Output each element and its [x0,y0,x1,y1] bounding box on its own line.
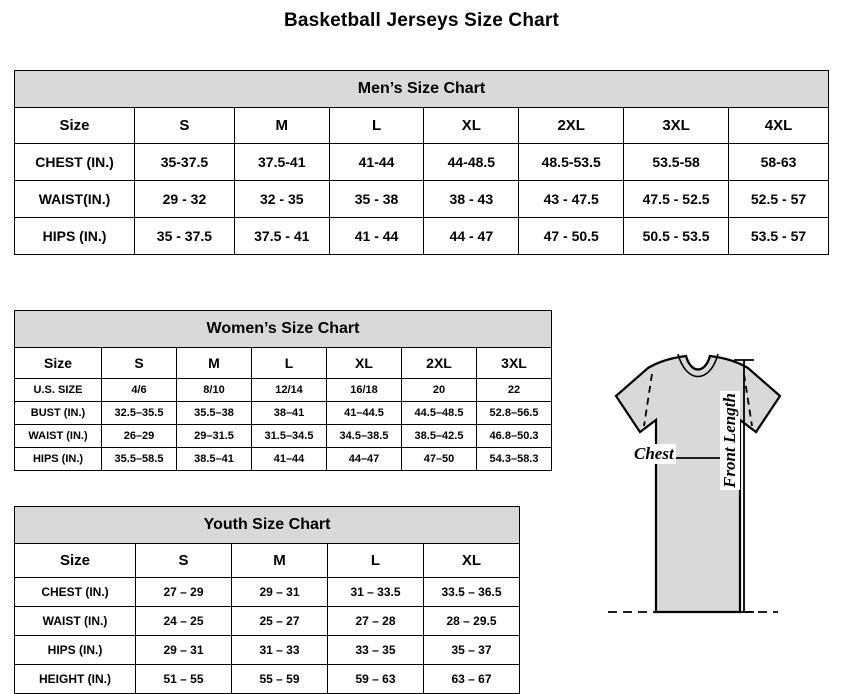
womens-cell: 44–47 [327,448,402,471]
womens-cell: 32.5–35.5 [102,402,177,425]
mens-cell: 53.5 - 57 [729,218,829,255]
womens-chart-caption: Women’s Size Chart [15,311,552,348]
table-row [15,636,520,665]
mens-header-cell: XL [424,108,519,144]
jersey-illustration [548,340,838,680]
womens-cell: 44.5–48.5 [402,402,477,425]
womens-row-label: HIPS (IN.) [15,448,102,471]
womens-cell: 41–44 [252,448,327,471]
table-row [15,448,552,471]
youth-cell: 51 – 55 [136,665,232,694]
womens-cell: 31.5–34.5 [252,425,327,448]
jersey-outline [616,356,780,612]
mens-cell: 50.5 - 53.5 [624,218,729,255]
mens-cell: 53.5-58 [624,144,729,181]
page-title: Basketball Jerseys Size Chart [283,10,560,31]
youth-header-cell: L [328,544,424,578]
table-row [15,607,520,636]
mens-cell: 32 - 35 [234,181,329,218]
mens-header-cell: 2XL [519,108,624,144]
youth-cell: 31 – 33.5 [328,578,424,607]
front-length-measure-label: Front Length [720,393,739,488]
youth-cell: 29 – 31 [232,578,328,607]
womens-cell: 16/18 [327,379,402,402]
mens-row-label: WAIST(IN.) [15,181,135,218]
youth-header-cell: XL [424,544,520,578]
table-row [15,425,552,448]
womens-header-cell: S [102,348,177,379]
womens-cell: 47–50 [402,448,477,471]
chest-measure-label: Chest [634,444,674,463]
mens-header-cell: S [135,108,235,144]
mens-cell: 47 - 50.5 [519,218,624,255]
youth-cell: 27 – 28 [328,607,424,636]
womens-cell: 26–29 [102,425,177,448]
youth-cell: 33.5 – 36.5 [424,578,520,607]
youth-header-row [15,544,520,578]
womens-header-cell: M [177,348,252,379]
womens-cell: 34.5–38.5 [327,425,402,448]
womens-cell: 20 [402,379,477,402]
table-row [15,578,520,607]
mens-header-row [15,108,829,144]
womens-cell: 41–44.5 [327,402,402,425]
table-row [15,218,829,255]
youth-header-cell: M [232,544,328,578]
mens-cell: 35 - 37.5 [135,218,235,255]
youth-cell: 63 – 67 [424,665,520,694]
mens-header-cell: 3XL [624,108,729,144]
table-row [15,379,552,402]
mens-row-label: HIPS (IN.) [15,218,135,255]
womens-cell: 12/14 [252,379,327,402]
womens-size-chart-table [14,310,552,471]
youth-cell: 28 – 29.5 [424,607,520,636]
mens-cell: 29 - 32 [135,181,235,218]
mens-cell: 44-48.5 [424,144,519,181]
youth-chart-caption: Youth Size Chart [15,507,520,544]
womens-cell: 29–31.5 [177,425,252,448]
youth-cell: 25 – 27 [232,607,328,636]
youth-cell: 29 – 31 [136,636,232,665]
mens-cell: 41 - 44 [329,218,424,255]
youth-header-cell: S [136,544,232,578]
youth-cell: 35 – 37 [424,636,520,665]
mens-cell: 47.5 - 52.5 [624,181,729,218]
womens-cell: 4/6 [102,379,177,402]
womens-header-cell: 2XL [402,348,477,379]
youth-row-label: CHEST (IN.) [15,578,136,607]
womens-cell: 22 [477,379,552,402]
womens-cell: 38–41 [252,402,327,425]
mens-cell: 37.5 - 41 [234,218,329,255]
womens-cell: 38.5–41 [177,448,252,471]
table-row [15,402,552,425]
youth-header-cell: Size [15,544,136,578]
womens-row-label: BUST (IN.) [15,402,102,425]
mens-cell: 35 - 38 [329,181,424,218]
womens-cell: 8/10 [177,379,252,402]
mens-cell: 41-44 [329,144,424,181]
womens-cell: 46.8–50.3 [477,425,552,448]
mens-header-cell: M [234,108,329,144]
table-row [15,144,829,181]
youth-cell: 27 – 29 [136,578,232,607]
womens-header-cell: Size [15,348,102,379]
youth-cell: 33 – 35 [328,636,424,665]
youth-size-chart-table [14,506,520,694]
youth-row-label: WAIST (IN.) [15,607,136,636]
youth-cell: 24 – 25 [136,607,232,636]
womens-cell: 52.8–56.5 [477,402,552,425]
mens-header-cell: L [329,108,424,144]
table-row [15,181,829,218]
youth-row-label: HIPS (IN.) [15,636,136,665]
mens-cell: 35-37.5 [135,144,235,181]
table-row [15,665,520,694]
mens-size-chart-table [14,70,829,255]
womens-cell: 54.3–58.3 [477,448,552,471]
mens-header-cell: 4XL [729,108,829,144]
womens-cell: 38.5–42.5 [402,425,477,448]
womens-cell: 35.5–58.5 [102,448,177,471]
womens-header-cell: 3XL [477,348,552,379]
mens-cell: 37.5-41 [234,144,329,181]
womens-header-cell: L [252,348,327,379]
mens-cell: 44 - 47 [424,218,519,255]
mens-cell: 43 - 47.5 [519,181,624,218]
youth-cell: 59 – 63 [328,665,424,694]
womens-header-cell: XL [327,348,402,379]
youth-cell: 31 – 33 [232,636,328,665]
mens-header-cell: Size [15,108,135,144]
mens-row-label: CHEST (IN.) [15,144,135,181]
womens-row-label: WAIST (IN.) [15,425,102,448]
womens-header-row [15,348,552,379]
womens-cell: 35.5–38 [177,402,252,425]
mens-cell: 48.5-53.5 [519,144,624,181]
mens-cell: 58-63 [729,144,829,181]
youth-row-label: HEIGHT (IN.) [15,665,136,694]
womens-row-label: U.S. SIZE [15,379,102,402]
youth-cell: 55 – 59 [232,665,328,694]
jersey-measurement-diagram [548,340,838,680]
mens-cell: 52.5 - 57 [729,181,829,218]
mens-cell: 38 - 43 [424,181,519,218]
mens-chart-caption: Men’s Size Chart [15,71,829,108]
